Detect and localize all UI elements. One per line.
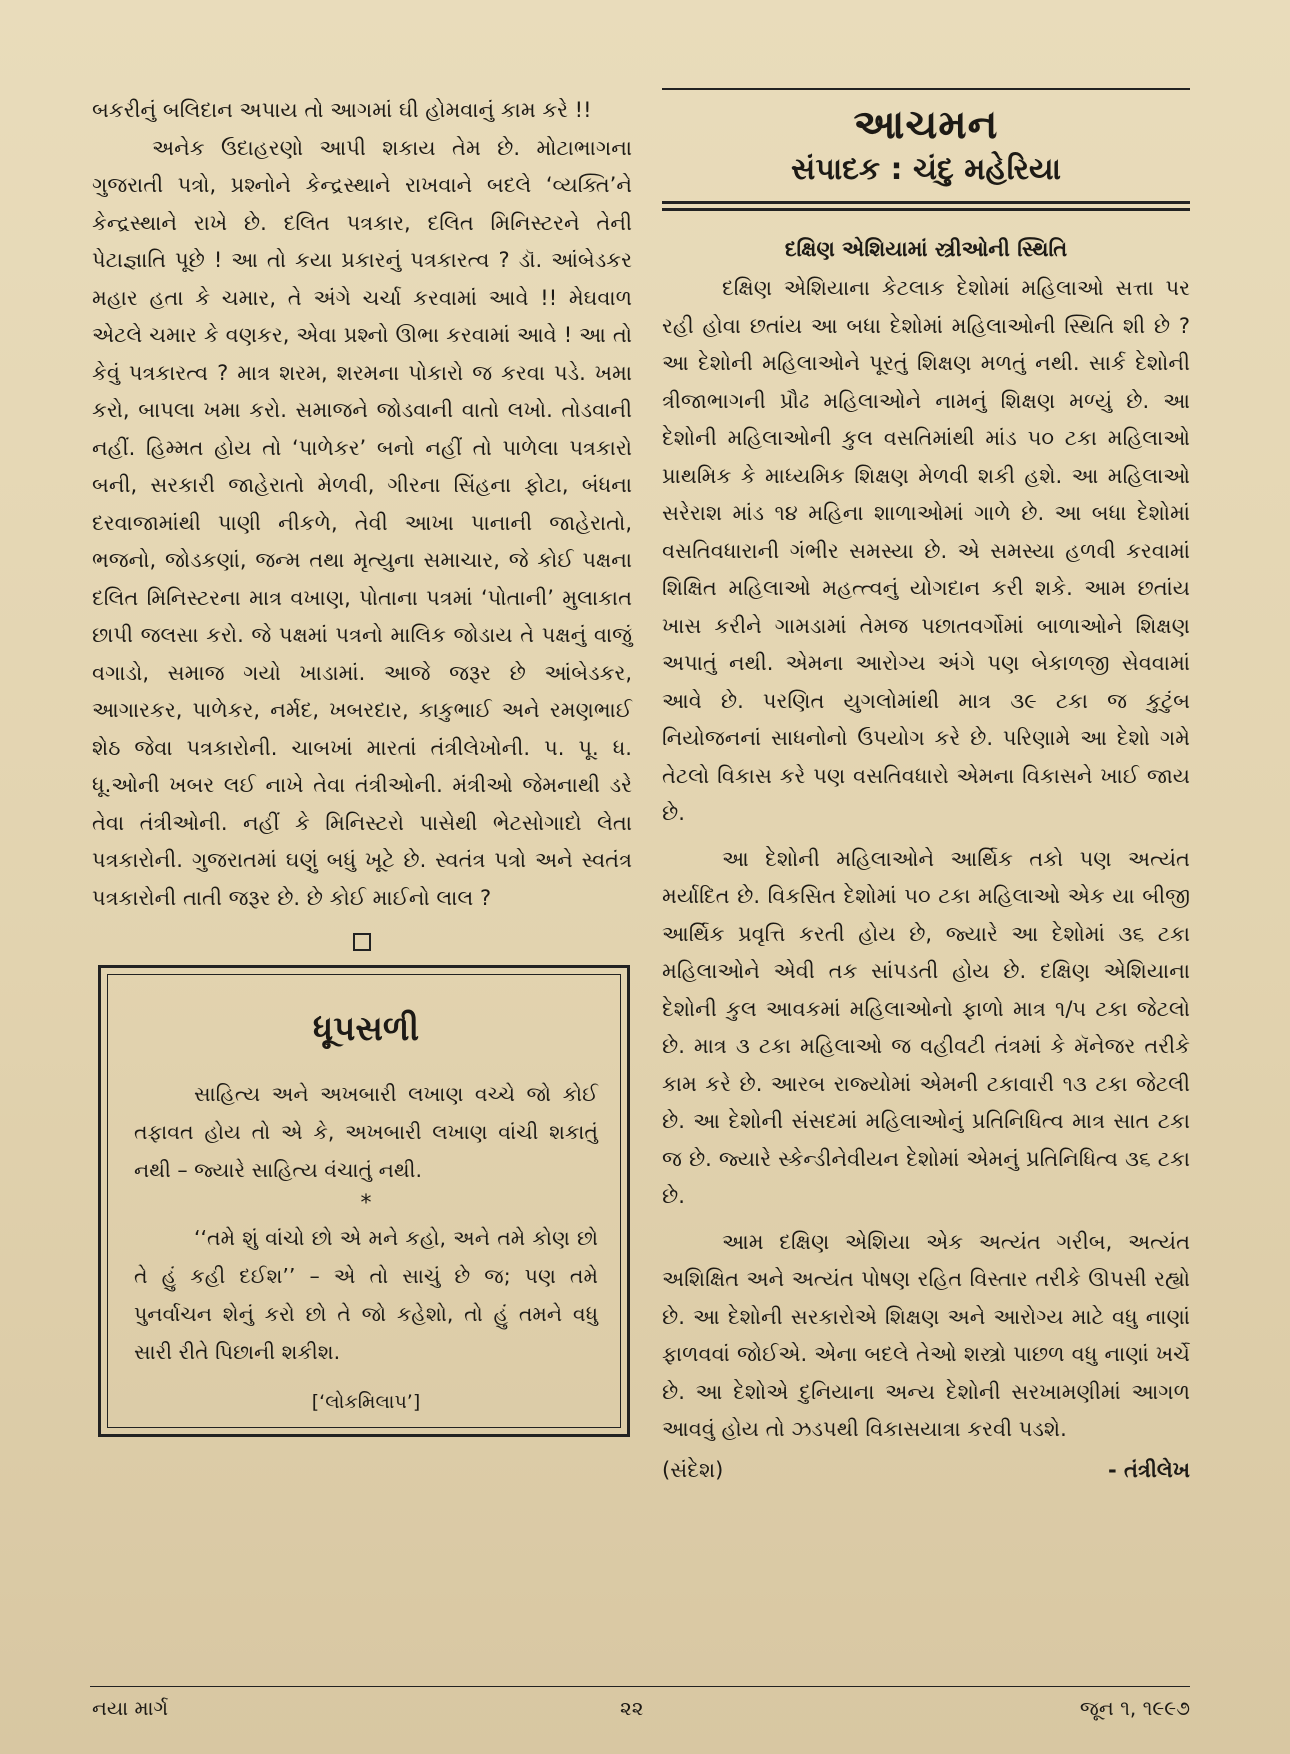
quote-paragraph: સાહિત્ય અને અખબારી લખાણ વચ્ચે જો કોઈ તફાવત હોય તો એ કે, અખબારી લખાણ વાંચી શકાતું નથી – જ્યારે સાહિત્ય વંચાતું નથી. bbox=[134, 1082, 598, 1182]
author-label: - તંત્રીલેખ bbox=[1107, 1457, 1190, 1482]
section-separator bbox=[92, 933, 632, 951]
column-heading: આચમન bbox=[853, 102, 999, 148]
square-icon bbox=[353, 933, 371, 951]
quote-box bbox=[98, 965, 630, 1437]
article-title: દક્ષિણ એશિયામાં સ્ત્રીઓની સ્થિતિ bbox=[784, 237, 1068, 261]
quote-paragraph: ‘‘તમે શું વાંચો છો એ મને કહો, અને તમે કોણ છો તે હું કહી દઈશ’’ – એ તો સાચું છે જ; પણ તમે પુનર્વાચન શેનું કરો છો તે જો કહેશો, તો હું તમને વધુ સારી રીતે પિછાની શકીશ. bbox=[134, 1226, 598, 1364]
right-column bbox=[662, 88, 1190, 1489]
body-paragraph: અનેક ઉદાહરણો આપી શકાય તેમ છે. મોટાભાગના ગુજરાતી પત્રો, પ્રશ્નોને કેન્દ્રસ્થાને રાખવાને બદલે ‘વ્યક્તિ’ને કેન્દ્રસ્થાને રાખે છે. દલિત પત્રકાર, દલિત મિનિસ્ટરને તેની પેટાજ્ઞાતિ પૂછે ! આ તો કયા પ્રકારનું પત્રકારત્વ ? ડૉ. આંબેડકર મહાર હતા કે ચમાર, તે અંગે ચર્ચા કરવામાં આવે !! મેઘવાળ એટલે ચમાર કે વણકર, એવા પ્રશ્નો ઊભા કરવામાં આવે ! આ તો કેવું પત્રકારત્વ ? માત્ર શરમ, શરમના પોકારો જ કરવા પડે. ખમા કરો, બાપલા ખમા કરો. સમાજને જોડવાની વાતો લખો. તોડવાની નહીં. હિમ્મત હોય તો ‘પાળેકર’ બનો નહીં તો પાળેલા પત્રકારો બની, સરકારી જાહેરાતો મેળવી, ગીરના સિંહના ફોટા, બંધના દરવાજામાંથી પાણી નીકળે, તેવી આખા પાનાની જાહેરાતો, ભજનો, જોડકણાં, જન્મ તથા મૃત્યુના સમાચાર, જે કોઈ પક્ષના દલિત મિનિસ્ટરના માત્ર વખાણ, પોતાના પત્રમાં ‘પોતાની’ મુલાકાત છાપી જલસા કરો. જે પક્ષમાં પત્રનો માલિક જોડાય તે પક્ષનું વાજું વગાડો, સમાજ ગયો ખાડામાં. આજે જરૂર છે આંબેડકર, આગારકર, પાળેકર, નર્મદ, ખબરદાર, કાકુભાઈ અને રમણભાઈ શેઠ જેવા પત્રકારોની. ચાબખાં મારતાં તંત્રીલેખોની. પ. પૂ. ધ. ધૂ.ઓની ખબર લઈ નાખે તેવા તંત્રીઓની. મંત્રીઓ જેમનાથી ડરે તેવા તંત્રીઓની. નહીં કે મિનિસ્ટરો પાસેથી ભેટસોગાદો લેતા પત્રકારોની. ગુજરાતમાં ઘણું બધું ખૂટે છે. સ્વતંત્ર પત્રો અને સ્વતંત્ર પત્રકારોની તાતી જરૂર છે. છે કોઈ માઈનો લાલ ? bbox=[92, 135, 632, 910]
editor-line: સંપાદક : ચંદુ મહેરિયા bbox=[791, 152, 1061, 187]
double-rule bbox=[662, 201, 1190, 211]
footer-publication: નયા માર્ગ bbox=[92, 1696, 169, 1720]
quote-source: [‘લોકમિલાપ’] bbox=[311, 1391, 421, 1413]
article-paragraph: દક્ષિણ એશિયાના કેટલાક દેશોમાં મહિલાઓ સત્તા પર રહી હોવા છતાંય આ બધા દેશોમાં મહિલાઓની સ્થિતિ શી છે ? આ દેશોની મહિલાઓને પૂરતું શિક્ષણ મળતું નથી. સાર્ક દેશોની ત્રીજાભાગની પ્રૌઢ મહિલાઓને નામનું શિક્ષણ મળ્યું છે. આ દેશોની મહિલાઓની કુલ વસતિમાંથી માંડ ૫૦ ટકા મહિલાઓ પ્રાથમિક કે માધ્યમિક શિક્ષણ મેળવી શકી હશે. આ મહિલાઓ સરેરાશ માંડ ૧૪ મહિના શાળાઓમાં ગાળે છે. આ બધા દેશોમાં વસતિવધારાની ગંભીર સમસ્યા છે. એ સમસ્યા હળવી કરવામાં શિક્ષિત મહિલાઓ મહત્ત્વનું યોગદાન કરી શકે. આમ છતાંય ખાસ કરીને ગામડામાં તેમજ પછાતવર્ગોમાં બાળાઓને શિક્ષણ અપાતું નથી. એમના આરોગ્ય અંગે પણ બેકાળજી સેવવામાં આવે છે. પરણિત યુગલોમાંથી માત્ર ૩૯ ટકા જ કુટુંબ નિયોજનનાં સાધનોનો ઉપયોગ કરે છે. પરિણામે આ દેશો ગમે તેટલો વિકાસ કરે પણ વસતિવધારો એમના વિકાસને ખાઈ જાય છે. bbox=[662, 276, 1190, 825]
article-paragraph: આમ દક્ષિણ એશિયા એક અત્યંત ગરીબ, અત્યંત અશિક્ષિત અને અત્યંત પોષણ રહિત વિસ્તાર તરીકે ઊપસી રહ્યો છે. આ દેશોની સરકારોએ શિક્ષણ અને આરોગ્ય માટે વધુ નાણાં ફાળવવાં જોઈએ. એના બદલે તેઓ શસ્ત્રો પાછળ વધુ નાણાં ખર્ચે છે. આ દેશોએ દુનિયાના અન્ય દેશોની સરખામણીમાં આગળ આવવું હોય તો ઝડપથી વિકાસયાત્રા કરવી પડશે. bbox=[662, 1229, 1190, 1441]
article-paragraph: આ દેશોની મહિલાઓને આર્થિક તકો પણ અત્યંત મર્યાદિત છે. વિકસિત દેશોમાં ૫૦ ટકા મહિલાઓ એક યા બીજી આર્થિક પ્રવૃત્તિ કરતી હોય છે, જ્યારે આ દેશોમાં ૩૬ ટકા મહિલાઓને એવી તક સાંપડતી હોય છે. દક્ષિણ એશિયાના દેશોની કુલ આવકમાં મહિલાઓનો ફાળો માત્ર ૧/૫ ટકા જેટલો છે. માત્ર ૩ ટકા મહિલાઓ જ વહીવટી તંત્રમાં કે મૅનેજર તરીકે કામ કરે છે. આરબ રાજ્યોમાં એમની ટકાવારી ૧૩ ટકા જેટલી છે. આ દેશોની સંસદમાં મહિલાઓનું પ્રતિનિધિત્વ માત્ર સાત ટકા જ છે. જ્યારે સ્કેન્ડીનેવીયન દેશોમાં એમનું પ્રતિનિધિત્વ ૩૬ ટકા છે. bbox=[662, 846, 1190, 1208]
quote-box-title: ધૂપસળી bbox=[312, 1009, 420, 1049]
article-signature bbox=[662, 1451, 1190, 1489]
footer-page-number: ૨૨ bbox=[620, 1696, 644, 1720]
asterisk-separator: * bbox=[360, 1191, 372, 1216]
source-label: (સંદેશ) bbox=[662, 1457, 724, 1482]
left-column bbox=[92, 92, 632, 1437]
quote-box-inner bbox=[107, 974, 621, 1428]
continued-paragraph: બકરીનું બલિદાન અપાય તો આગમાં ઘી હોમવાનું કામ કરે !! bbox=[92, 98, 592, 122]
top-rule bbox=[662, 88, 1190, 90]
footer-rule bbox=[90, 1686, 1190, 1687]
footer-date: જૂન ૧, ૧૯૯૭ bbox=[1079, 1696, 1190, 1720]
